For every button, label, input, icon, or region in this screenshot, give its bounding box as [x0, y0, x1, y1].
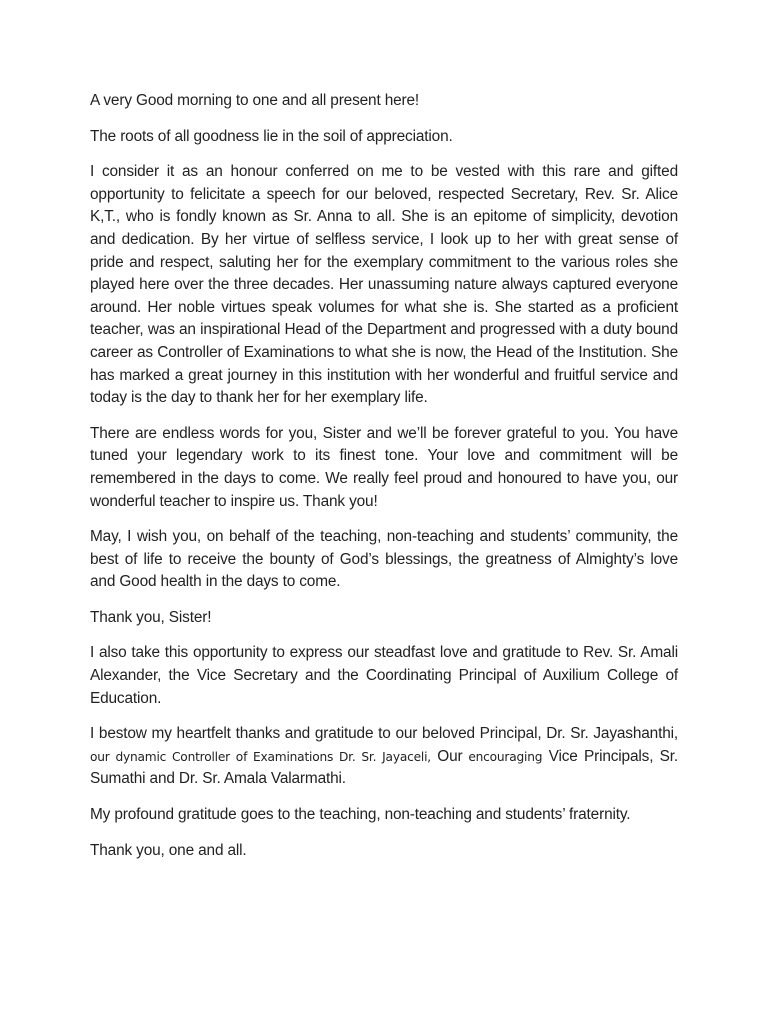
bestow-part-encouraging: encouraging	[462, 749, 543, 764]
paragraph-endless-words: There are endless words for you, Sister and we’ll be forever grateful to you. You have tuned your legendary work to its finest tone. Your love and commitment will be remembered in the days to come. We really feel proud and honoured to have you, our wonderful teacher to inspire us. Thank you!	[90, 424, 678, 510]
closing-line: Thank you, one and all.	[90, 841, 247, 859]
paragraph-vice-secretary: I also take this opportunity to express our steadfast love and gratitude to Rev. Sr. Amali Alexander, the Vice Secretary and the Coordinating Principal of Auxilium College of Education.	[90, 644, 678, 707]
bestow-part-controller: our dynamic Controller of Examinations Dr. Sr. Jayaceli,	[90, 749, 431, 764]
speech-document	[90, 90, 678, 875]
paragraph-fraternity: My profound gratitude goes to the teaching, non-teaching and students’ fraternity.	[90, 806, 631, 824]
paragraph-honour: I consider it as an honour conferred on me to be vested with this rare and gifted opportunity to felicitate a speech for our beloved, respected Secretary, Rev. Sr. Alice K,T., who is fondly known as Sr. Anna to all. She is an epitome of simplicity, devotion and dedication. By her virtue of selfless service, I look up to her with great sense of pride and respect, saluting her for the exemplary commitment to the various roles she played here over the three decades. Her unassuming nature always captured everyone around. Her noble virtues speak volumes for what she is. She started as a proficient teacher, was an inspirational Head of the Department and progressed with a duty bound career as Controller of Examinations to what she is now, the Head of the Institution. She has marked a great journey in this institution with her wonderful and fruitful service and today is the day to thank her for her exemplary life.	[90, 163, 678, 407]
bestow-part-vice-principals: Vice Principals, Sr. Sumathi and Dr. Sr. Amala Valarmathi.	[90, 747, 678, 788]
bestow-part-our: Our	[430, 747, 463, 765]
paragraph-bestow-thanks	[90, 723, 678, 791]
thank-you-sister: Thank you, Sister!	[90, 608, 212, 626]
greeting-line: A very Good morning to one and all present here!	[90, 92, 420, 109]
bestow-part-principal: I bestow my heartfelt thanks and gratitude to our beloved Principal, Dr. Sr. Jayashanthi,	[90, 725, 678, 743]
appreciation-quote: The roots of all goodness lie in the soil of appreciation.	[90, 127, 453, 145]
paragraph-wish: May, I wish you, on behalf of the teaching, non-teaching and students’ community, the best of life to receive the bounty of God’s blessings, the greatness of Almighty’s love and Good health in the days to come.	[90, 528, 678, 591]
